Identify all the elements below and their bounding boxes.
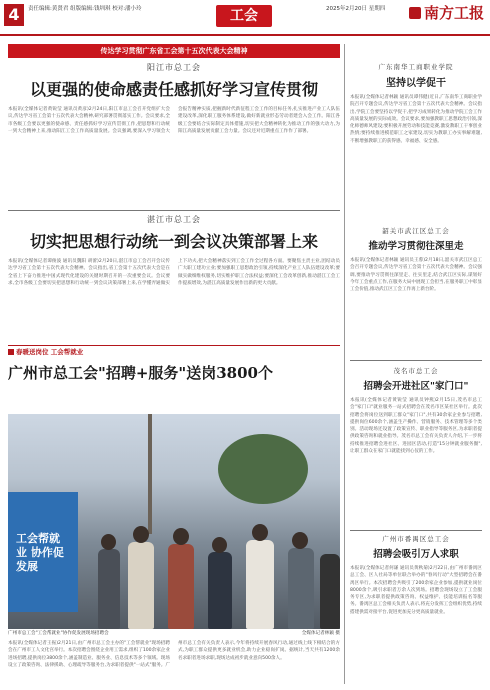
article-maoming: [350, 366, 482, 517]
masthead: [0, 0, 490, 36]
article-headline: 坚持以学促干: [386, 78, 446, 89]
article-body: 本报讯(全媒体记者林颖 通讯员谭伟健)近日,广东南华工商职业学院召开专题会议,传达学习省工会第十五次代表大会精神。会议指出,学院工会要坚持以学促干,把学习成果转化为推动学院工会工作高质量发展的实际成效。会议要求,要加强教职工思想政治引领,深化师德师风建设;要积极开展劳动和技能竞赛,激发教职工干事创业热情;要持续推进模范职工之家建设,切实为教职工办实事解难题,不断增强教职工的获得感、幸福感、安全感。: [350, 95, 482, 144]
article-body: 本报讯(全媒体记者谭俊波 通讯员魏阳 胡蕾)2月20日,湛江市总工会召开会议传达学习省工会第十五次代表大会精神。会议指出,省工会第十五次代表大会是在全省上下奋力推进中国式现代化建设的关键时期召开的一次重要会议。会议要求,全市各级工会要切实把思想和行动统一到会议决策部署上来,在学懂弄通做实上下功夫,把大会精神落实到工会工作全过程各方面。要聚焦主责主业,团结动员广大职工建功立业;要加强职工思想政治引领,持续深化产业工人队伍建设改革;要做实做细维权服务,切实维护职工合法权益;要深化工会改革创新,推动湛江工会工作提质增效,为湛江高质量发展作出新的更大贡献。: [8, 259, 340, 286]
article-body: 本报讯(全媒体记者林颖 通讯员王蓉)2月18日,韶关市武江区总工会召开专题会议,传达学习省工会第十五次代表大会精神。会议强调,要推动学习贯彻往深里走、往实里走,结合武江区实际,谋划好今年工会重点工作,在服务大局中展现工会担当,在服务职工中彰显工会价值,推动武江区工会工作再上新台阶。: [350, 258, 482, 293]
article-guangzhou-body: [8, 640, 340, 686]
section-tag: 工会: [216, 5, 272, 27]
article-panyu: [350, 534, 482, 683]
editor-credits: 责任编辑:黄贤君 组版编辑:钱圳琪 校对:潘小玲: [28, 6, 142, 12]
article-headline: 推动学习贯彻往深里走: [368, 241, 464, 252]
divider: [8, 210, 340, 211]
article-yangjiang: [8, 62, 340, 210]
column-divider: [344, 44, 345, 684]
photo-credit: 全媒体记者林颖 摄: [301, 631, 340, 636]
article-wujiang: [350, 226, 482, 341]
article-org: 湛江市总工会: [147, 215, 201, 224]
article-org: 广州市番禺区总工会: [382, 535, 450, 543]
article-headline: 广州市总工会"招聘+服务"送岗3800个: [8, 364, 273, 382]
article-headline: 招聘会开进社区"家门口": [363, 381, 469, 392]
article-body: 本报讯(全媒体记者王振)2月21日,由广州市总工会主办的"工会帮就业"现场招聘会在广州市工人文化宫举行。本次招聘会围绕企业用工需求,组织了100余家企业进场招聘,提供岗位3800余个,涵盖制造业、服务业、信息技术等多个领域。现场设立了政策咨询、法律援助、心理疏导等服务台,为求职者提供"一站式"服务。广州市总工会有关负责人表示,今年将持续开展春风行动,通过线上线下相结合的方式,为职工群众提供更多就业机会,助力企业稳岗扩岗。据统计,当天共有1200余名求职者进场求职,现场达成初步就业意向500余人。: [8, 641, 340, 668]
divider: [350, 360, 482, 361]
brand-name: 南方工报: [423, 4, 484, 22]
article-headline: 招聘会吸引万人求职: [373, 549, 459, 560]
article-body: 本报讯(全媒体记者黄锐莹 通讯员钟燕)2月15日,茂名市总工会"家门口"就业服务一站式招聘会在茂名市区某社区举行。此次招聘会将岗位送到职工群众"家门口",共有30余家企业参与招聘,提供岗位600余个,涵盖生产操作、营销服务、技术管理等多个类别。活动现场还设置了政策宣传、职业指导等服务区,为求职者提供政策咨询和就业指导。茂名市总工会有关负责人介绍,下一步将持续推进招聘会进社区、进园区活动,打造"15分钟就业服务圈",让职工群众在家门口就能找到心仪的工作。: [350, 398, 482, 455]
brand-logo-icon: [409, 7, 421, 19]
article-headline: 切实把思想行动统一到会议决策部署上来: [29, 232, 318, 251]
article-org: 茂名市总工会: [393, 367, 439, 375]
column-label: 春暖送岗位 工会帮就业: [16, 348, 84, 356]
article-org: 广东南华工商职业学院: [378, 63, 454, 71]
article-zhanjiang: [8, 214, 340, 346]
page-number: 4: [4, 4, 24, 26]
job-fair-photo: [8, 414, 340, 629]
column-icon: [8, 349, 14, 355]
booth-sign-text: 工会帮就业 协作促发展: [16, 532, 64, 573]
article-org: 韶关市武江区总工会: [382, 227, 450, 235]
article-org: 阳江市总工会: [147, 63, 201, 72]
article-body: 本报讯(全媒体记者黄锐莹 通讯员黄彦)2月24日,阳江市总工会召开党组扩大会议,传达学习省工会第十五次代表大会精神,研究部署贯彻落实工作。会议要求,全市各级工会要以更强的使命感、责任感抓好学习宣传贯彻工作,把思想和行动统一到大会精神上来,推动阳江工会工作高质量发展。会议强调,要深入学习领会大会报告精神实质,把握新时代新征程工会工作的目标任务,扎实推进产业工人队伍建设改革,深化职工服务体系建设,做好新就业形态劳动者建会入会工作。阳江各级工会要结合实际制定具体措施,切实把大会精神转化为推动工作的强大动力,为阳江高质量发展贡献工会力量。会议还对近期重点工作作了部署。: [8, 107, 340, 134]
booth-sign: [8, 492, 78, 612]
photo-caption: 广州市总工会"工会帮就业"协作促发展现场招聘会: [8, 631, 109, 636]
article-guangzhou: [8, 360, 340, 383]
divider: [350, 530, 482, 531]
column-strip: [8, 345, 340, 357]
article-nanhua: [350, 62, 482, 222]
newspaper-brand: [409, 2, 484, 23]
article-headline: 以更强的使命感责任感抓好学习宣传贯彻: [29, 80, 318, 99]
article-body: 本报讯(全媒体记者何谦 通讯员黄秋菊)2月22日,由广州市番禺区总工会、区人社局等单位联合举办的"春风行动"大型招聘会在番禺区举行。本次招聘会共吸引了200余家企业参加,提供就业岗位8000余个,吸引求职者万余人次到场。招聘会现场设立了工会服务专区,为求职者提供政策咨询、权益维护、技能培训报名等服务。番禺区总工会相关负责人表示,将充分发挥工会组织优势,持续搭建供需对接平台,促进更加充分更高质量就业。: [350, 566, 482, 615]
topic-banner: 传达学习贯彻广东省工会第十五次代表大会精神: [8, 44, 340, 58]
issue-date: 2025年2月20日 星期四: [326, 6, 386, 12]
